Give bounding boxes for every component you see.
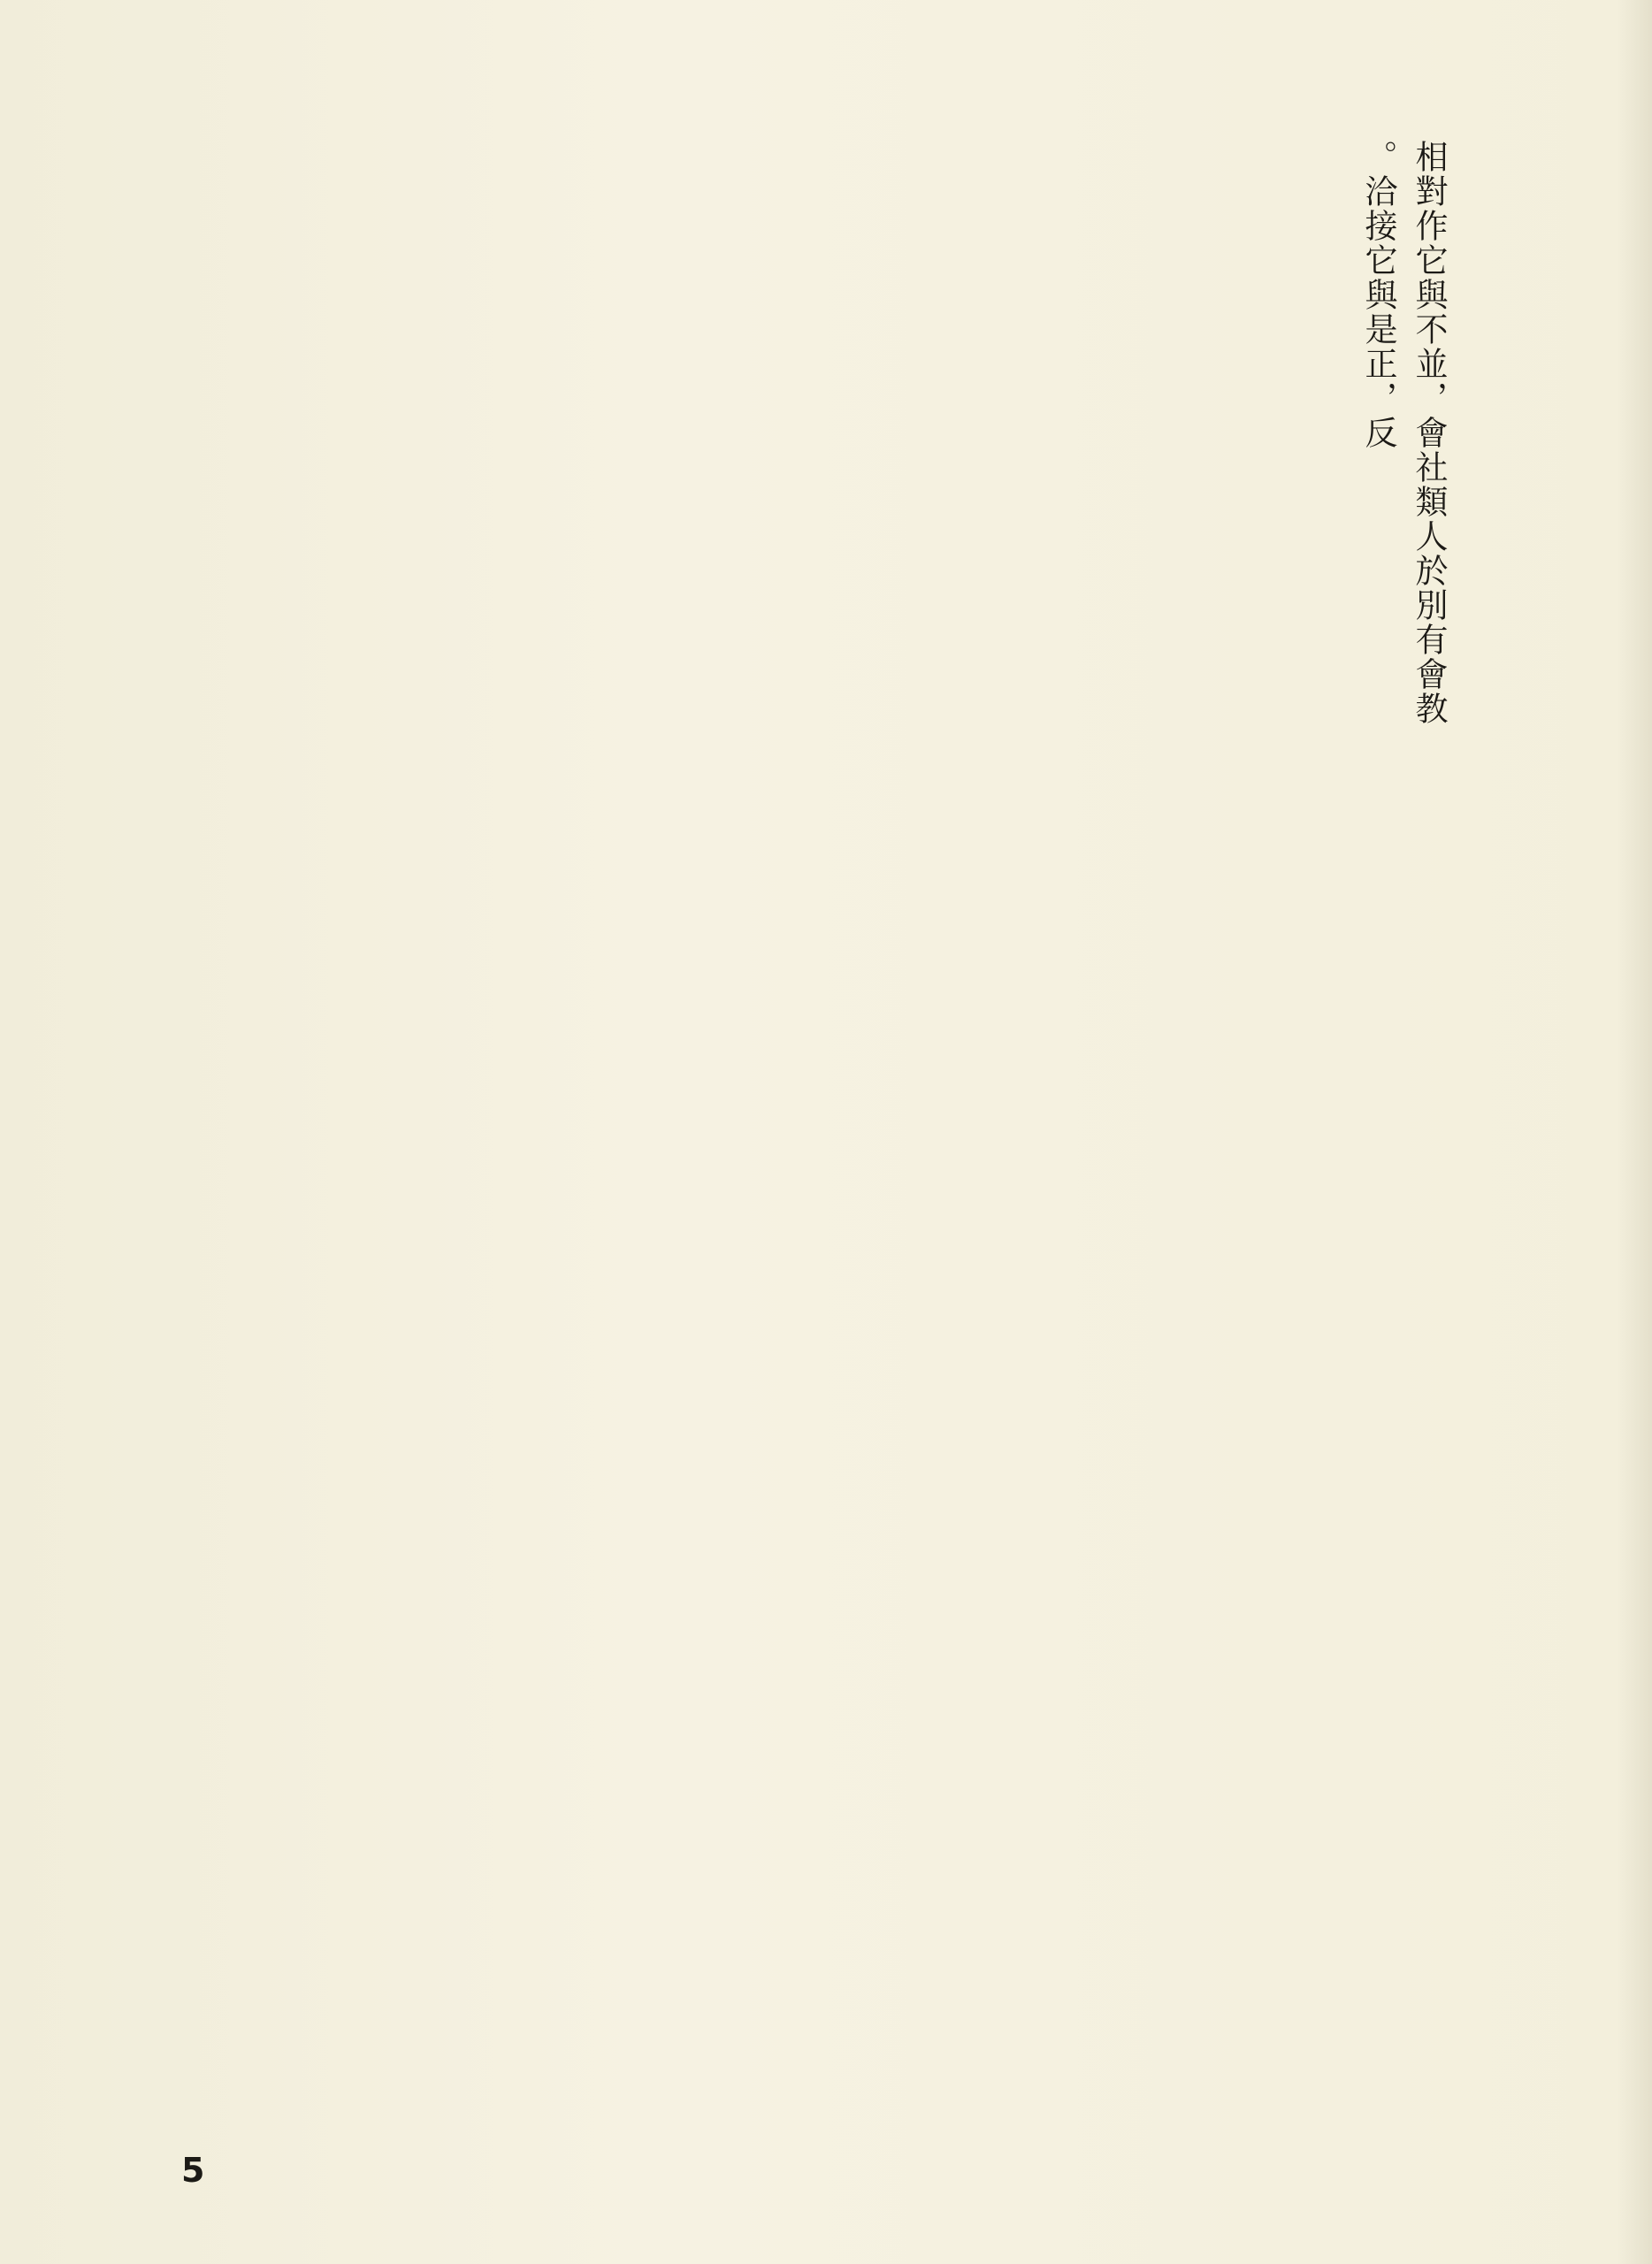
page-edge-shadow xyxy=(1617,0,1652,2264)
page-number: 5 xyxy=(181,2151,205,2190)
body-text-column-intro: 相對作它與不並，會社類人於別有會教 。洽接它與是正，反 xyxy=(1359,140,1448,726)
